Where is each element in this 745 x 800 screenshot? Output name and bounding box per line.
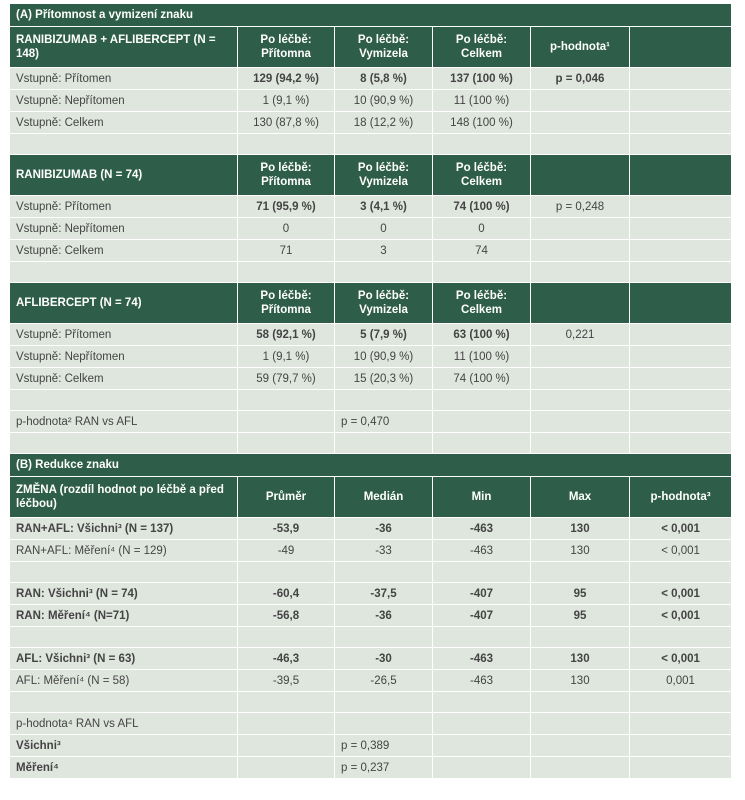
pvalue-row <box>10 757 732 779</box>
spacer-cell <box>433 757 531 779</box>
data-cell: 95 <box>531 605 630 627</box>
column-header: Po léčbě: Celkem <box>433 155 531 196</box>
spacer-cell <box>238 713 335 735</box>
spacer-cell <box>433 390 531 411</box>
data-cell: 74 (100 %) <box>433 368 531 390</box>
spacer-cell <box>10 390 238 411</box>
column-header: Po léčbě: Vymizela <box>335 283 433 324</box>
spacer-cell <box>433 735 531 757</box>
table-row <box>10 368 732 390</box>
spacer-cell <box>433 562 531 583</box>
data-cell: 0,221 <box>531 324 630 346</box>
spacer-cell <box>531 757 630 779</box>
group-header-row <box>10 155 732 196</box>
data-cell: p = 0,046 <box>531 68 630 90</box>
section-b-title-row <box>10 454 732 477</box>
data-cell: 3 <box>335 240 433 262</box>
column-header <box>630 155 732 196</box>
row-label: Vstupně: Přítomen <box>10 196 238 218</box>
spacer-cell <box>335 262 433 283</box>
row-label: Vstupně: Celkem <box>10 112 238 134</box>
pvalue-sublabel: Měření⁴ <box>10 757 238 779</box>
spacer-cell <box>335 713 433 735</box>
data-cell: -36 <box>335 605 433 627</box>
spacer-cell <box>630 262 732 283</box>
spacer-cell <box>433 262 531 283</box>
table-row <box>10 218 732 240</box>
row-label: RAN: Měření⁴ (N=71) <box>10 605 238 627</box>
column-header: Medián <box>335 477 433 518</box>
pvalue-title-row <box>10 713 732 735</box>
spacer-cell <box>630 692 732 713</box>
data-cell: -33 <box>335 540 433 562</box>
data-cell: p = 0,248 <box>531 196 630 218</box>
table-row <box>10 90 732 112</box>
spacer-cell <box>238 262 335 283</box>
group-header-row <box>10 27 732 68</box>
change-header-label: ZMĚNA (rozdíl hodnot po léčbě a před léčbou) <box>10 477 238 518</box>
spacer-cell <box>238 390 335 411</box>
column-header: Po léčbě: Vymizela <box>335 155 433 196</box>
spacer-cell <box>630 757 732 779</box>
data-cell: 130 <box>531 518 630 540</box>
column-header: Min <box>433 477 531 518</box>
data-cell: 137 (100 %) <box>433 68 531 90</box>
data-cell: 74 (100 %) <box>433 196 531 218</box>
data-cell <box>630 346 732 368</box>
spacer-cell <box>433 627 531 648</box>
table-row <box>10 518 732 540</box>
column-header: Po léčbě: Vymizela <box>335 27 433 68</box>
pvalue-sublabel: Všichni³ <box>10 735 238 757</box>
row-label: Vstupně: Nepřítomen <box>10 346 238 368</box>
data-cell: -463 <box>433 670 531 692</box>
table-row <box>10 648 732 670</box>
data-cell: 18 (12,2 %) <box>335 112 433 134</box>
spacer-cell <box>238 692 335 713</box>
data-cell <box>630 324 732 346</box>
data-cell: 10 (90,9 %) <box>335 90 433 112</box>
spacer-cell <box>238 433 335 454</box>
column-header <box>630 283 732 324</box>
data-cell: -36 <box>335 518 433 540</box>
spacer-cell <box>10 627 238 648</box>
data-cell: 0 <box>238 218 335 240</box>
data-cell: < 0,001 <box>630 518 732 540</box>
spacer-cell <box>531 433 630 454</box>
results-table-container <box>9 3 731 779</box>
data-cell <box>630 368 732 390</box>
data-cell: -46,3 <box>238 648 335 670</box>
spacer-cell <box>335 627 433 648</box>
spacer-cell <box>630 411 732 433</box>
column-header: p-hodnota¹ <box>531 27 630 68</box>
table-row <box>10 540 732 562</box>
data-cell: -39,5 <box>238 670 335 692</box>
column-header: Po léčbě: Celkem <box>433 27 531 68</box>
spacer-row <box>10 627 732 648</box>
spacer-row <box>10 390 732 411</box>
row-label: Vstupně: Celkem <box>10 240 238 262</box>
spacer-row <box>10 433 732 454</box>
spacer-cell <box>433 433 531 454</box>
data-cell <box>630 112 732 134</box>
spacer-cell <box>238 411 335 433</box>
spacer-cell <box>238 562 335 583</box>
spacer-cell <box>433 713 531 735</box>
table-row <box>10 196 732 218</box>
data-cell: -49 <box>238 540 335 562</box>
spacer-cell <box>630 562 732 583</box>
data-cell: 10 (90,9 %) <box>335 346 433 368</box>
spacer-row <box>10 262 732 283</box>
data-cell <box>630 240 732 262</box>
row-label: AFL: Všichni³ (N = 63) <box>10 648 238 670</box>
column-header: p-hodnota³ <box>630 477 732 518</box>
data-cell <box>531 240 630 262</box>
spacer-row <box>10 562 732 583</box>
spacer-cell <box>238 757 335 779</box>
data-cell: 130 <box>531 540 630 562</box>
table-row <box>10 605 732 627</box>
pvalue-value: p = 0,237 <box>335 757 433 779</box>
data-cell: -26,5 <box>335 670 433 692</box>
data-cell: 95 <box>531 583 630 605</box>
spacer-cell <box>531 390 630 411</box>
data-cell: 0,001 <box>630 670 732 692</box>
data-cell: 15 (20,3 %) <box>335 368 433 390</box>
spacer-cell <box>531 735 630 757</box>
column-header: Po léčbě: Celkem <box>433 283 531 324</box>
spacer-cell <box>531 262 630 283</box>
spacer-cell <box>10 262 238 283</box>
column-header: Po léčbě: Přítomna <box>238 155 335 196</box>
spacer-cell <box>630 433 732 454</box>
data-cell: 130 <box>531 670 630 692</box>
data-cell: 11 (100 %) <box>433 346 531 368</box>
row-label: Vstupně: Nepřítomen <box>10 218 238 240</box>
data-cell: 71 (95,9 %) <box>238 196 335 218</box>
pvalue-row <box>10 411 732 433</box>
data-cell: 71 <box>238 240 335 262</box>
data-cell: 148 (100 %) <box>433 112 531 134</box>
section-a-title-row <box>10 4 732 27</box>
spacer-cell <box>335 134 433 155</box>
spacer-cell <box>238 134 335 155</box>
group-name: RANIBIZUMAB (N = 74) <box>10 155 238 196</box>
data-cell: 130 <box>531 648 630 670</box>
data-cell: -407 <box>433 605 531 627</box>
data-cell: < 0,001 <box>630 605 732 627</box>
spacer-cell <box>531 627 630 648</box>
data-cell <box>531 346 630 368</box>
column-header: Max <box>531 477 630 518</box>
data-cell: 5 (7,9 %) <box>335 324 433 346</box>
data-cell <box>630 218 732 240</box>
data-cell: 130 (87,8 %) <box>238 112 335 134</box>
data-cell: -30 <box>335 648 433 670</box>
row-label: RAN: Všichni³ (N = 74) <box>10 583 238 605</box>
spacer-cell <box>531 692 630 713</box>
column-header: Po léčbě: Přítomna <box>238 283 335 324</box>
spacer-cell <box>238 735 335 757</box>
column-header <box>630 27 732 68</box>
data-cell <box>630 196 732 218</box>
table-row <box>10 240 732 262</box>
spacer-cell <box>630 134 732 155</box>
spacer-cell <box>238 627 335 648</box>
row-label: RAN+AFL: Měření⁴ (N = 129) <box>10 540 238 562</box>
pvalue-value: p = 0,389 <box>335 735 433 757</box>
row-label: AFL: Měření⁴ (N = 58) <box>10 670 238 692</box>
spacer-row <box>10 134 732 155</box>
data-cell: 1 (9,1 %) <box>238 90 335 112</box>
data-cell: 1 (9,1 %) <box>238 346 335 368</box>
spacer-cell <box>531 134 630 155</box>
spacer-cell <box>433 411 531 433</box>
spacer-cell <box>433 692 531 713</box>
spacer-cell <box>531 411 630 433</box>
row-label: Vstupně: Přítomen <box>10 324 238 346</box>
table-row <box>10 112 732 134</box>
data-cell <box>630 68 732 90</box>
pvalue-label: p-hodnota² RAN vs AFL <box>10 411 238 433</box>
spacer-cell <box>335 390 433 411</box>
pvalue-value: p = 0,470 <box>335 411 433 433</box>
column-header <box>531 283 630 324</box>
group-name: RANIBIZUMAB + AFLIBERCEPT (N = 148) <box>10 27 238 68</box>
row-label: Vstupně: Nepřítomen <box>10 90 238 112</box>
data-cell: 0 <box>335 218 433 240</box>
column-header: Po léčbě: Přítomna <box>238 27 335 68</box>
data-cell: 59 (79,7 %) <box>238 368 335 390</box>
spacer-cell <box>531 562 630 583</box>
group-name: AFLIBERCEPT (N = 74) <box>10 283 238 324</box>
data-cell <box>531 90 630 112</box>
spacer-cell <box>433 134 531 155</box>
spacer-row <box>10 692 732 713</box>
data-cell: -60,4 <box>238 583 335 605</box>
row-label: RAN+AFL: Všichni³ (N = 137) <box>10 518 238 540</box>
section-title: (B) Redukce znaku <box>10 454 732 477</box>
data-cell: -37,5 <box>335 583 433 605</box>
spacer-cell <box>10 562 238 583</box>
spacer-cell <box>10 433 238 454</box>
table-row <box>10 670 732 692</box>
data-cell: 74 <box>433 240 531 262</box>
table-row <box>10 68 732 90</box>
pvalue-row <box>10 735 732 757</box>
spacer-cell <box>335 562 433 583</box>
spacer-cell <box>335 433 433 454</box>
table-row <box>10 324 732 346</box>
data-cell: 3 (4,1 %) <box>335 196 433 218</box>
data-cell <box>531 218 630 240</box>
data-cell: -407 <box>433 583 531 605</box>
data-cell <box>531 368 630 390</box>
data-cell: < 0,001 <box>630 583 732 605</box>
row-label: Vstupně: Přítomen <box>10 68 238 90</box>
section-b-header-row <box>10 477 732 518</box>
results-table <box>9 3 732 779</box>
data-cell: -53,9 <box>238 518 335 540</box>
data-cell: 0 <box>433 218 531 240</box>
spacer-cell <box>531 713 630 735</box>
data-cell: 8 (5,8 %) <box>335 68 433 90</box>
data-cell: 63 (100 %) <box>433 324 531 346</box>
section-title: (A) Přítomnost a vymizení znaku <box>10 4 732 27</box>
data-cell: -463 <box>433 540 531 562</box>
data-cell: < 0,001 <box>630 540 732 562</box>
data-cell: -463 <box>433 648 531 670</box>
data-cell: -463 <box>433 518 531 540</box>
table-row <box>10 346 732 368</box>
pvalue-label: p-hodnota⁴ RAN vs AFL <box>10 713 238 735</box>
data-cell: -56,8 <box>238 605 335 627</box>
spacer-cell <box>335 692 433 713</box>
data-cell: 129 (94,2 %) <box>238 68 335 90</box>
data-cell <box>630 90 732 112</box>
spacer-cell <box>630 713 732 735</box>
data-cell <box>531 112 630 134</box>
spacer-cell <box>630 390 732 411</box>
group-header-row <box>10 283 732 324</box>
spacer-cell <box>10 134 238 155</box>
table-row <box>10 583 732 605</box>
column-header <box>531 155 630 196</box>
row-label: Vstupně: Celkem <box>10 368 238 390</box>
column-header: Průměr <box>238 477 335 518</box>
data-cell: 58 (92,1 %) <box>238 324 335 346</box>
spacer-cell <box>630 735 732 757</box>
data-cell: < 0,001 <box>630 648 732 670</box>
data-cell: 11 (100 %) <box>433 90 531 112</box>
spacer-cell <box>630 627 732 648</box>
spacer-cell <box>10 692 238 713</box>
